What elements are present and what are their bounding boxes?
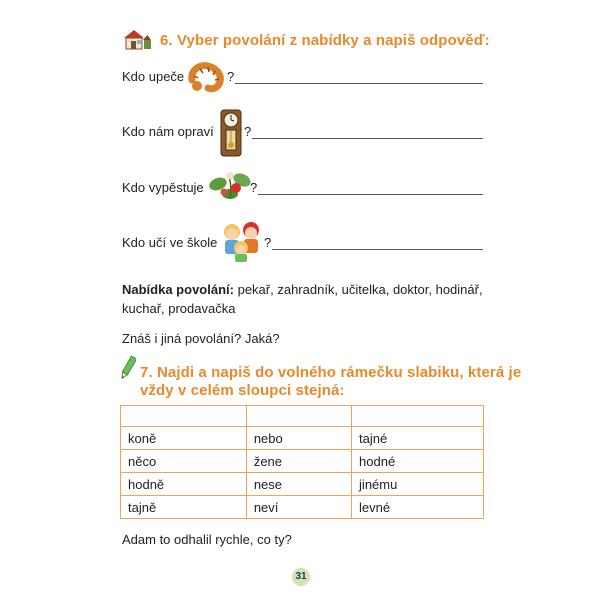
exercise-7-title-line-1: 7. Najdi a napiš do volného rámečku slabiku, která je bbox=[140, 364, 522, 381]
table-cell: neví bbox=[246, 496, 351, 519]
table-cell: tajné bbox=[352, 427, 484, 450]
offer-paragraph bbox=[122, 280, 492, 318]
table-cell: jinému bbox=[352, 473, 484, 496]
exercise-7-title-line-2: vždy v celém sloupci stejná: bbox=[140, 382, 345, 399]
answer-cell-1[interactable] bbox=[121, 406, 247, 427]
question-mark: ? bbox=[264, 235, 272, 250]
answer-line-4[interactable] bbox=[272, 249, 483, 250]
answer-line-1[interactable] bbox=[235, 83, 483, 84]
offer-list-continued: kuchař, prodavačka bbox=[122, 301, 236, 316]
table-cell: levné bbox=[352, 496, 484, 519]
question-mark: ? bbox=[227, 69, 235, 84]
table-row bbox=[121, 473, 484, 496]
exercise-6-title: 6. Vyber povolání z nabídky a napiš odpověď: bbox=[160, 32, 490, 49]
answer-row bbox=[121, 406, 484, 427]
answer-cell-3[interactable] bbox=[352, 406, 484, 427]
clock-icon bbox=[218, 108, 244, 158]
table-cell: nebo bbox=[246, 427, 351, 450]
table-cell: nese bbox=[246, 473, 351, 496]
pencil-icon bbox=[120, 355, 136, 381]
strawberry-plant-icon bbox=[208, 168, 252, 204]
page-number: 31 bbox=[292, 568, 310, 586]
question-mark: ? bbox=[244, 124, 252, 139]
question-2-text: Kdo nám opraví bbox=[122, 124, 214, 139]
table-cell: žene bbox=[246, 450, 351, 473]
table-cell: tajně bbox=[121, 496, 247, 519]
exercise-7-title bbox=[140, 364, 521, 400]
children-icon bbox=[218, 218, 266, 262]
table-row bbox=[121, 450, 484, 473]
question-1-text: Kdo upeče bbox=[122, 69, 185, 84]
question-3-text: Kdo vypěstuje bbox=[122, 180, 204, 195]
table-cell: hodné bbox=[352, 450, 484, 473]
bread-icon bbox=[186, 60, 226, 94]
table-row bbox=[121, 496, 484, 519]
table-cell: koně bbox=[121, 427, 247, 450]
house-icon bbox=[122, 28, 152, 50]
offer-label: Nabídka povolání: bbox=[122, 282, 234, 297]
answer-line-2[interactable] bbox=[252, 138, 483, 139]
question-mark: ? bbox=[250, 180, 258, 195]
answer-line-3[interactable] bbox=[258, 194, 483, 195]
offer-list: pekař, zahradník, učitelka, doktor, hodinář, bbox=[237, 282, 483, 297]
table-row bbox=[121, 427, 484, 450]
answer-cell-2[interactable] bbox=[246, 406, 351, 427]
table-cell: něco bbox=[121, 450, 247, 473]
table-cell: hodně bbox=[121, 473, 247, 496]
footer-sentence: Adam to odhalil rychle, co ty? bbox=[122, 532, 292, 547]
syllable-table bbox=[120, 405, 484, 519]
extra-question: Znáš i jiná povolání? Jaká? bbox=[122, 331, 280, 346]
question-4-text: Kdo učí ve škole bbox=[122, 235, 218, 250]
